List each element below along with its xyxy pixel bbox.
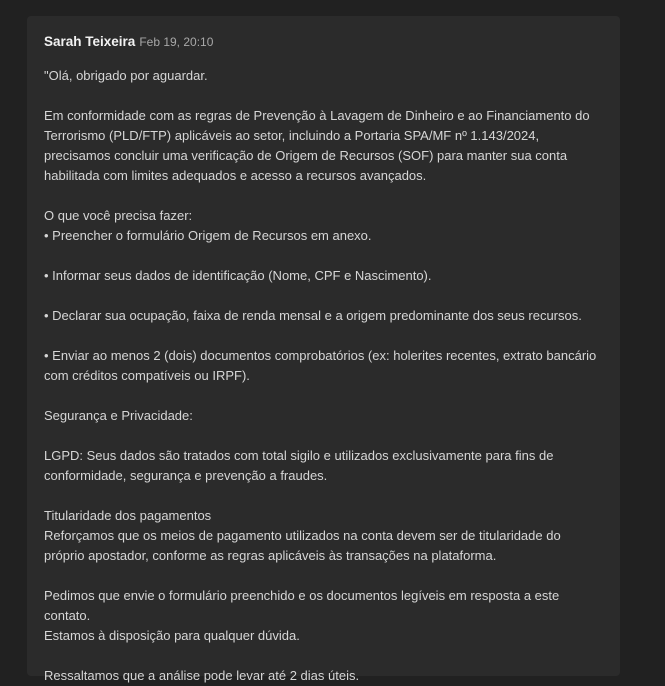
- paragraph-gap: [44, 186, 602, 206]
- message-timestamp: Feb 19, 20:10: [139, 35, 214, 49]
- paragraph-gap: [44, 326, 602, 346]
- message-header: [44, 34, 602, 54]
- paragraph-gap: [44, 286, 602, 306]
- availability-line: Estamos à disposição para qualquer dúvida.: [44, 628, 300, 643]
- lgpd-paragraph: LGPD: Seus dados são tratados com total sigilo e utilizados exclusivamente para fins de conformidade, segurança e prevenção a fraudes.: [44, 448, 558, 483]
- message-card: [27, 16, 620, 683]
- message-body: [44, 66, 602, 686]
- todo-item-documents: • Enviar ao menos 2 (dois) documentos comprobatórios (ex: holerites recentes, extrato bancário com créditos compatíveis ou IRPF).: [44, 348, 600, 383]
- todo-item-occupation: • Declarar sua ocupação, faixa de renda mensal e a origem predominante dos seus recursos.: [44, 308, 582, 323]
- paragraph-gap: [44, 246, 602, 266]
- request-line: Pedimos que envie o formulário preenchido e os documentos legíveis em resposta a este contato.: [44, 588, 563, 623]
- privacy-heading: Segurança e Privacidade:: [44, 408, 193, 423]
- review-time-line: Ressaltamos que a análise pode levar até 2 dias úteis.: [44, 668, 360, 683]
- paragraph-gap: [44, 486, 602, 506]
- paragraph-gap: [44, 646, 602, 666]
- payment-ownership-heading: Titularidade dos pagamentos: [44, 508, 212, 523]
- todo-item-identification: • Informar seus dados de identificação (Nome, CPF e Nascimento).: [44, 268, 432, 283]
- paragraph-gap: [44, 566, 602, 586]
- compliance-paragraph: Em conformidade com as regras de Prevenção à Lavagem de Dinheiro e ao Financiamento do Terrorismo (PLD/FTP) aplicáveis ao setor, incluindo a Portaria SPA/MF nº 1.143/2024, precisamos concluir uma verificação de Origem de Recursos (SOF) para manter sua conta habilitada com limites adequados e acesso a recursos avançados.: [44, 108, 593, 183]
- paragraph-gap: [44, 386, 602, 406]
- author-name[interactable]: Sarah Teixeira: [44, 34, 136, 49]
- greeting-line: "Olá, obrigado por aguardar.: [44, 68, 208, 83]
- todo-item-form: • Preencher o formulário Origem de Recursos em anexo.: [44, 228, 372, 243]
- todo-heading: O que você precisa fazer:: [44, 208, 193, 223]
- paragraph-gap: [44, 86, 602, 106]
- payment-ownership-paragraph: Reforçamos que os meios de pagamento utilizados na conta devem ser de titularidade do próprio apostador, conforme as regras aplicáveis às transações na plataforma.: [44, 528, 565, 563]
- paragraph-gap: [44, 426, 602, 446]
